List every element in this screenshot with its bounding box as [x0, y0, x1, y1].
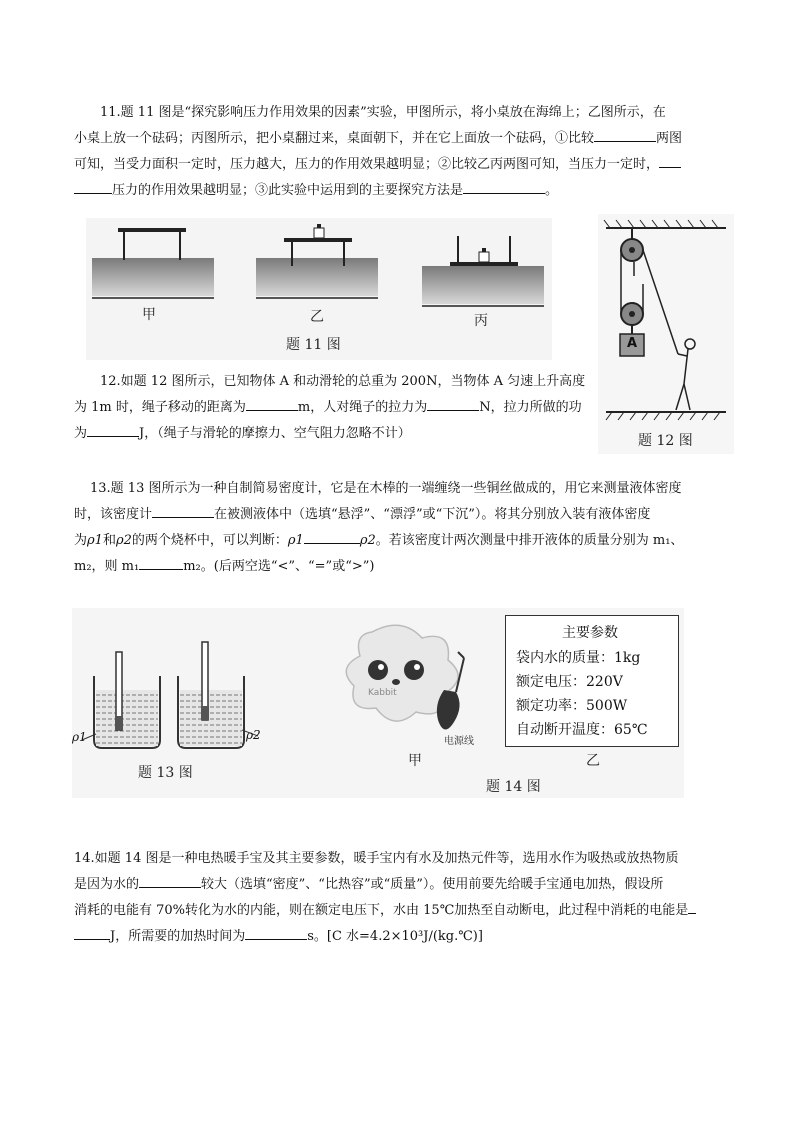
q11-line1: 11.题 11 图是“探究影响压力作用效果的因素”实验，甲图所示，将小桌放在海绵上；乙图所示，在: [100, 105, 666, 120]
answer-blank[interactable]: [688, 898, 696, 914]
param-power: 额定功率：500W: [516, 698, 628, 714]
block-a-label: A: [627, 336, 638, 351]
answer-blank[interactable]: [659, 152, 681, 168]
params-title: 主要参数: [562, 625, 618, 641]
answer-blank[interactable]: [87, 421, 139, 437]
label-rho1: ρ1: [72, 730, 87, 744]
q11-line3: 可知，当受力面积一定时，压力越大，压力的作用效果越明显；②比较乙丙两图可知，当压力一定时，: [74, 157, 660, 172]
param-mass: 袋内水的质量：1kg: [516, 650, 641, 666]
label-bing: 丙: [474, 313, 488, 329]
answer-blank[interactable]: [246, 395, 298, 411]
figure-12-caption: 题 12 图: [638, 433, 693, 449]
label-yi-14: 乙: [586, 753, 600, 769]
label-jia-14: 甲: [408, 753, 422, 769]
figure-12: [598, 214, 734, 454]
answer-blank[interactable]: [139, 872, 201, 888]
answer-blank[interactable]: [245, 924, 307, 940]
question-11: 11.题 11 图是“探究影响压力作用效果的因素”实验，甲图所示，将小桌放在海绵上；乙图所示，在 小桌上放一个砝码；丙图所示，把小桌翻过来，桌面朝下，并在它上面放一个砝码，①比较 两图 可知，当受力面积一定时，压力越大，压力的作用效果越明显；②比较乙丙两图可知，当压力一定时， 压力的作用效果越明显；③此实验中运用到的主要探究方法是 。: [74, 105, 683, 198]
label-rho2: ρ2: [246, 728, 261, 742]
question-12: 12.如题 12 图所示，已知物体 A 和动滑轮的总重为 200N，当物体 A 匀速上升高度 为 1m 时，绳子移动的距离为 m，人对绳子的拉力为 N，拉力所做的功 为 J，（绳子与滑轮的摩擦力、空气阻力忽略不计）: [74, 374, 586, 441]
pulley-diagram: [598, 214, 734, 454]
answer-blank[interactable]: [463, 178, 545, 194]
q11-line2: 小桌上放一个砝码；丙图所示，把小桌翻过来，桌面朝下，并在它上面放一个砝码，①比较: [74, 131, 595, 146]
cord-label: 电源线: [444, 736, 474, 747]
answer-blank[interactable]: [74, 178, 112, 194]
q12-line1: 12.如题 12 图所示，已知物体 A 和动滑轮的总重为 200N，当物体 A 匀速上升高度: [100, 374, 586, 389]
answer-blank[interactable]: [304, 528, 360, 544]
answer-blank[interactable]: [152, 502, 214, 518]
q11-line4: 压力的作用效果越明显；③此实验中运用到的主要探究方法是: [112, 183, 464, 198]
figure-11: [86, 218, 552, 360]
answer-blank[interactable]: [594, 126, 656, 142]
figure-11-caption: 题 11 图: [286, 337, 341, 353]
param-voltage: 额定电压：220V: [516, 674, 623, 690]
brand-label: Kabbit: [368, 688, 397, 698]
q14-line1: 14.如题 14 图是一种电热暖手宝及其主要参数，暖手宝内有水及加热元件等，选用水作为吸热或放热物质: [74, 851, 679, 866]
label-yi: 乙: [310, 309, 324, 325]
param-temp: 自动断开温度：65℃: [516, 722, 648, 738]
answer-blank[interactable]: [74, 924, 110, 940]
q13-line1: 13.题 13 图所示为一种自制简易密度计，它是在木棒的一端缠绕一些铜丝做成的，用它来测量液体密度: [90, 481, 682, 496]
question-14: 14.如题 14 图是一种电热暖手宝及其主要参数，暖手宝内有水及加热元件等，选用水作为吸热或放热物质 是因为水的 较大（选填“密度”、“比热容”或“质量”）。使用前要先给暖手宝通电加热，假设所 消耗的电能有 70%转化为水的内能，则在额定电压下，水由 15℃加热至自动断电，此过程中消耗的电能是 J，所需要的加热时间为 s。[C 水=4.2×10³J/(kg.℃)]: [74, 846, 724, 950]
parameter-table: [505, 615, 679, 747]
label-jia: 甲: [142, 307, 156, 323]
figure-14-caption: 题 14 图: [486, 779, 541, 795]
answer-blank[interactable]: [139, 554, 183, 570]
figure-13-caption: 题 13 图: [138, 765, 193, 781]
question-13: 13.题 13 图所示为一种自制简易密度计，它是在木棒的一端缠绕一些铜丝做成的，用它来测量液体密度 时，该密度计 在被测液体中（选填“悬浮”、“漂浮”或“下沉”）。将其分别放入装有液体密度 为ρ1和ρ2的两个烧杯中，可以判断：ρ1 ρ2。若该密度计两次测量中排开液体的质量分别为 m₁、 m₂，则 m₁ m₂。(后两空选“<”、“=”或“>”): [74, 481, 684, 574]
answer-blank[interactable]: [427, 395, 479, 411]
